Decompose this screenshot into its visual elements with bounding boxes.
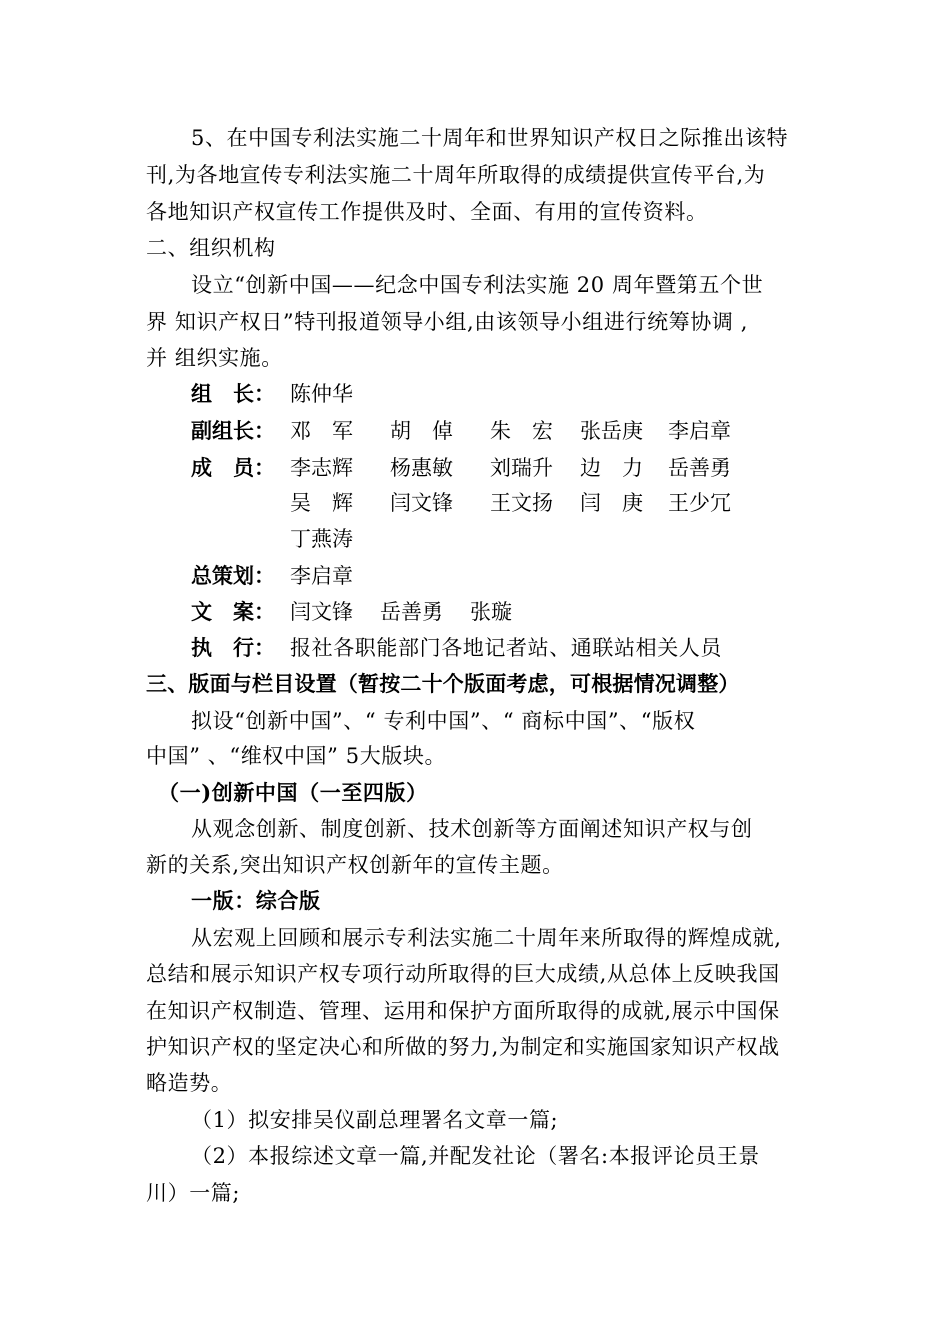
deputy-label: 副组长：	[191, 418, 275, 443]
section3-heading: 三、版面与栏目设置（暂按二十个版面考虑，可根据情况调整）	[146, 671, 740, 696]
section2-line3: 并 组织实施。	[146, 346, 283, 370]
members-row-2	[290, 488, 731, 518]
copy-name: 岳善勇	[380, 600, 443, 624]
section2-heading: 二、组织机构	[146, 236, 276, 260]
member-name: 王文扬	[490, 491, 553, 515]
member-name: 李志辉	[290, 456, 353, 480]
page1-heading: 一版：综合版	[191, 888, 321, 913]
copy-name: 张璇	[470, 600, 512, 624]
exec-text: 报社各职能部门各地记者站、通联站相关人员	[290, 636, 722, 660]
sub1-line2: 新的关系,突出知识产权创新年的宣传主题。	[146, 853, 564, 877]
copy-name: 闫文锋	[290, 600, 353, 624]
para1-line1: 5、在中国专利法实施二十周年和世界知识产权日之际推出该特	[191, 126, 789, 150]
leader-name: 陈仲华	[290, 382, 353, 406]
page1-line4: 护知识产权的坚定决心和所做的努力,为制定和实施国家知识产权战	[146, 1035, 780, 1059]
section3-line2: 中国” 、“维权中国” 5大版块。	[146, 744, 447, 768]
leader-label: 组 长：	[191, 381, 275, 406]
members-row-3	[290, 524, 353, 554]
deputy-name: 张岳庚	[580, 419, 643, 443]
sub1-line1: 从观念创新、制度创新、技术创新等方面阐述知识产权与创	[191, 817, 753, 841]
page1-line3: 在知识产权制造、管理、运用和保护方面所取得的成就,展示中国保	[146, 999, 780, 1023]
planner-name: 李启章	[290, 564, 353, 588]
page1-line2: 总结和展示知识产权专项行动所取得的巨大成绩,从总体上反映我国	[146, 962, 780, 986]
deputy-name: 朱 宏	[490, 419, 553, 443]
members-row-1	[290, 453, 731, 483]
para1-line3: 各地知识产权宣传工作提供及时、全面、有用的宣传资料。	[146, 200, 708, 224]
page1-line5: 略造势。	[146, 1071, 233, 1095]
section2-line2: 界 知识产权日”特刊报道领导小组,由该领导小组进行统筹协调 ,	[146, 310, 749, 334]
deputy-name: 胡 倬	[390, 419, 453, 443]
member-name: 吴 辉	[290, 491, 353, 515]
copy-names	[290, 597, 512, 627]
member-name: 刘瑞升	[490, 456, 553, 480]
member-name: 丁燕涛	[290, 527, 353, 551]
deputy-name: 邓 军	[290, 419, 353, 443]
member-name: 岳善勇	[668, 456, 731, 480]
item2-line1: （2）本报综述文章一篇,并配发社论（署名:本报评论员王景	[191, 1144, 760, 1168]
section2-line1: 设立“创新中国——纪念中国专利法实施 20 周年暨第五个世	[191, 273, 764, 297]
section3-line1: 拟设“创新中国”、“ 专利中国”、“ 商标中国”、“版权	[191, 709, 696, 733]
page1-line1: 从宏观上回顾和展示专利法实施二十周年来所取得的辉煌成就,	[191, 926, 782, 950]
item1: （1）拟安排吴仪副总理署名文章一篇;	[191, 1108, 559, 1132]
sub1-heading: （一)创新中国（一至四版）	[158, 780, 428, 805]
member-name: 王少冗	[668, 491, 731, 515]
item2-line2: 川）一篇;	[146, 1181, 241, 1205]
deputy-names	[290, 416, 731, 446]
para1-line2: 刊,为各地宣传专利法实施二十周年所取得的成绩提供宣传平台,为	[146, 163, 766, 187]
members-label: 成 员：	[191, 455, 275, 480]
member-name: 杨惠敏	[390, 456, 453, 480]
copy-label: 文 案：	[191, 599, 275, 624]
deputy-name: 李启章	[668, 419, 731, 443]
planner-label: 总策划：	[191, 563, 275, 588]
exec-label: 执 行：	[191, 635, 275, 660]
member-name: 闫文锋	[390, 491, 453, 515]
member-name: 边 力	[580, 456, 643, 480]
member-name: 闫 庚	[580, 491, 643, 515]
